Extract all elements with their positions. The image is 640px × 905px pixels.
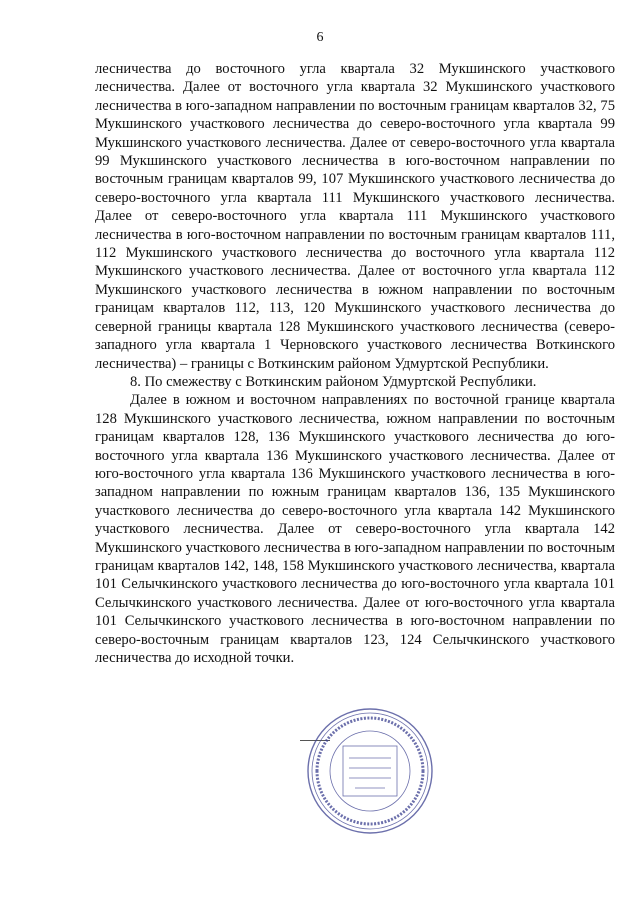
page-number: 6 <box>316 30 324 45</box>
paragraph-boundary-votkinsk: Далее в южном и восточном направлениях по восточной границе квартала 128 Мукшинского участкового лесничества, южном направлении по восточным границам кварталов 128, 136 Мукшинского участкового лесничества до юго-восточного угла квартала 136 Мукшинского участкового лесничества. Далее от юго-восточного угла квартала 136 Мукшинского участкового лесничества в юго-западном направлении по южным границам кварталов 136, 135 Мукшинского участкового лесничества до северо-восточного угла квартала 142 Мукшинского участкового лесничества. Далее от северо-восточного угла квартала 142 Мукшинского участкового лесничества в юго-западном направлении по восточным границам кварталов 142, 148, 158 Мукшинского участкового лесничества, квартала 101 Селычкинского участкового лесничества до юго-восточного угла квартала 101 Селычкинского участкового лесничества. Далее от юго-восточного угла квартала 101 Селычкинского участкового лесничества в юго-восточном направлении по северо-восточным границам кварталов 123, 124 Селычкинского участкового лесничества до исходной точки. <box>95 392 615 666</box>
paragraph-boundary-continuation: лесничества до восточного угла квартала 32 Мукшинского участкового лесничества. Далее от восточного угла квартала 32 Мукшинского участкового лесничества в юго-западном направлении по восточным границам кварталов 32, 75 Мукшинского участкового лесничества до северо-восточного угла квартала 99 Мукшинского участкового лесничества. Далее от северо-восточного угла квартала 99 Мукшинского участкового лесничества в юго-восточном направлении по восточным границам кварталов 99, 107 Мукшинского участкового лесничества до северо-восточного угла квартала 111 Мукшинского участкового лесничества. Далее от северо-восточного угла квартала 111 Мукшинского участкового лесничества в юго-восточном направлении по восточным границам кварталов 111, 112 Мукшинского участкового лесничества до восточного угла квартала 112 Мукшинского участкового лесничества. Далее от восточного угла квартала 112 Мукшинского участкового лесничества в южном направлении по восточным границам кварталов 112, 113, 120 Мукшинского участкового лесничества до северной границы квартала 128 Мукшинского участкового лесничества (северо-западного угла квартала 1 Черновского участкового лесничества Воткинского лесничества) – границы с Воткинским районом Удмуртской Республики. <box>95 61 615 372</box>
document-body <box>95 60 615 667</box>
section-heading-8: 8. По смежеству с Воткинским районом Удмуртской Республики. <box>130 373 537 390</box>
official-seal-stamp <box>305 706 435 836</box>
